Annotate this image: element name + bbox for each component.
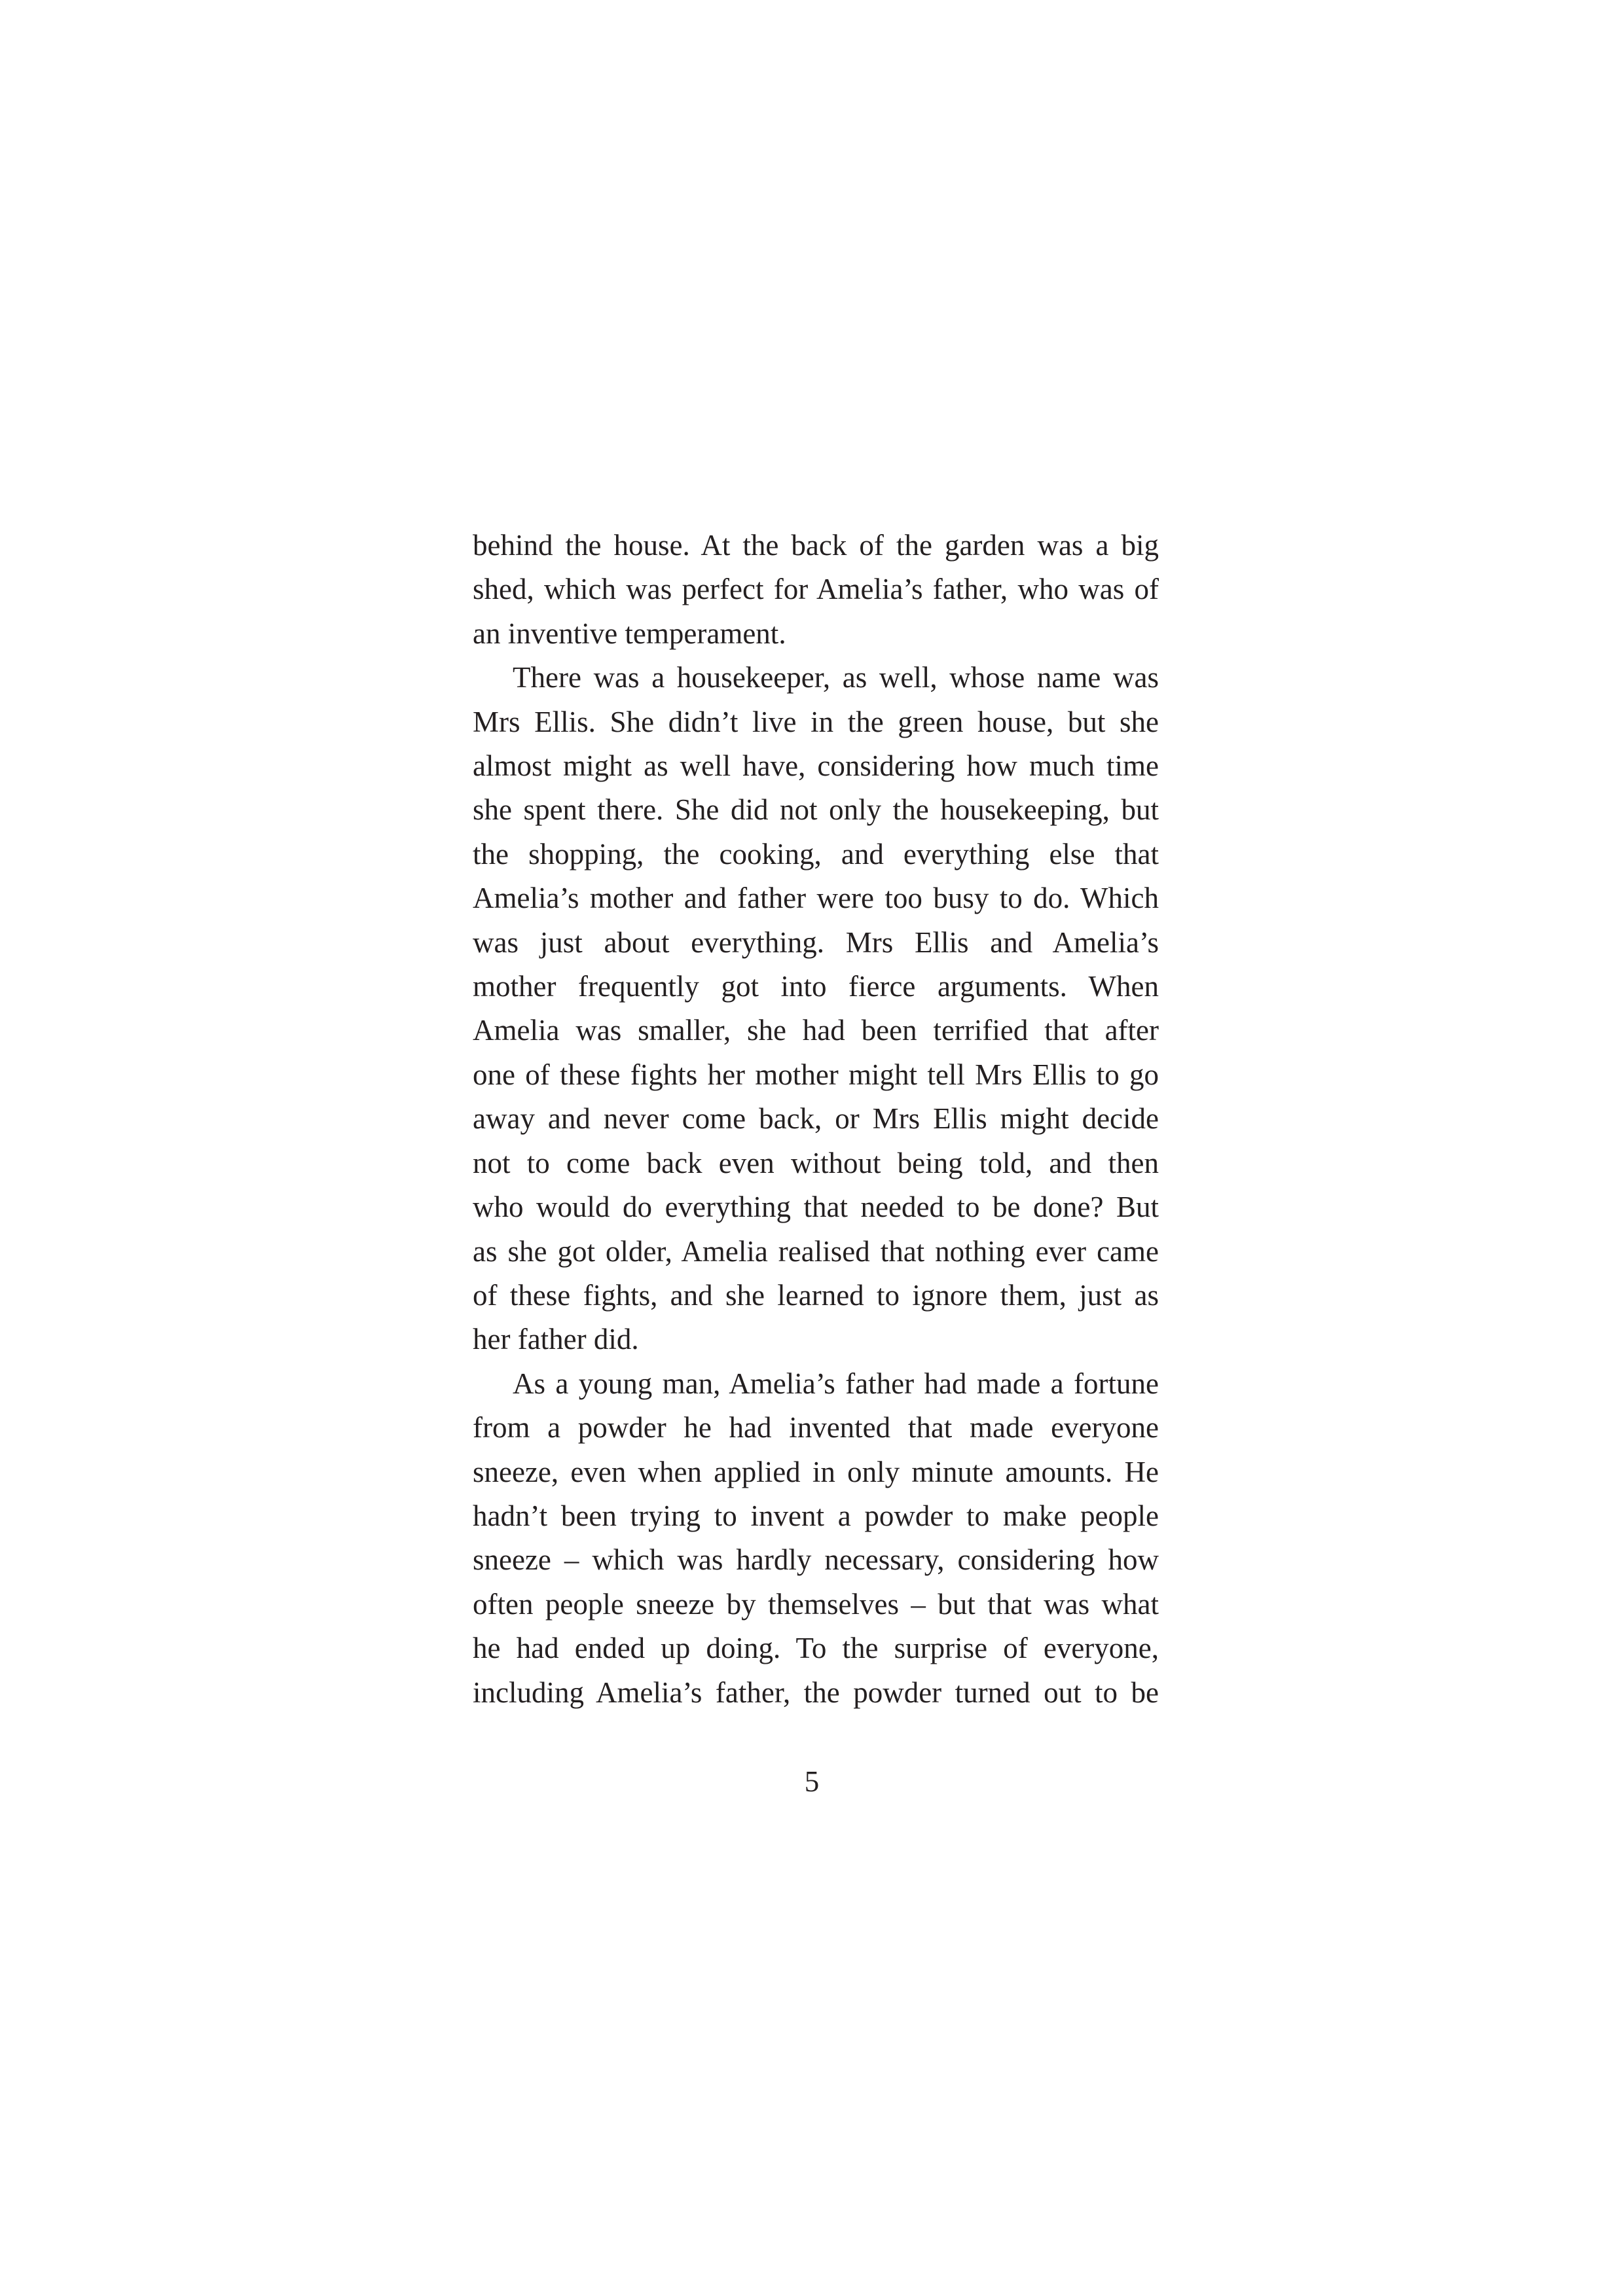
text-line: sneeze, even when applied in only minute amounts. He — [473, 1455, 1159, 1488]
paragraph-2 — [473, 656, 1159, 1362]
paragraph-1 — [473, 524, 1159, 656]
text-line: she spent there. She did not only the housekeeping, but — [473, 793, 1159, 827]
text-line: the shopping, the cooking, and everything else that — [473, 837, 1159, 870]
paragraph-3 — [473, 1362, 1159, 1715]
text-line: behind the house. At the back of the garden was a big — [473, 529, 1159, 562]
page-number: 5 — [804, 1765, 820, 1798]
text-line: he had ended up doing. To the surprise of everyone, — [473, 1632, 1159, 1665]
text-line: including Amelia’s father, the powder turned out to be — [473, 1676, 1159, 1709]
text-line: one of these fights her mother might tell Mrs Ellis to go — [473, 1058, 1159, 1091]
text-line: who would do everything that needed to be done? But — [473, 1191, 1159, 1224]
text-line: from a powder he had invented that made everyone — [473, 1411, 1159, 1444]
text-line: as she got older, Amelia realised that nothing ever came — [473, 1234, 1159, 1268]
text-line: As a young man, Amelia’s father had made a fortune — [513, 1367, 1159, 1400]
text-line: There was a housekeeper, as well, whose name was — [513, 661, 1159, 694]
body-text — [473, 524, 1159, 1715]
text-line: sneeze – which was hardly necessary, considering how — [473, 1543, 1159, 1577]
text-line: shed, which was perfect for Amelia’s father, who was of — [473, 573, 1159, 606]
text-line: Amelia’s mother and father were too busy to do. Which — [473, 882, 1159, 915]
text-line: hadn’t been trying to invent a powder to make people — [473, 1499, 1159, 1532]
text-line: an inventive temperament. — [473, 617, 786, 650]
text-line: Mrs Ellis. She didn’t live in the green house, but she — [473, 705, 1159, 738]
text-line: often people sneeze by themselves – but that was what — [473, 1587, 1159, 1621]
text-line: of these fights, and she learned to ignore them, just as — [473, 1278, 1159, 1312]
text-line: Amelia was smaller, she had been terrified that after — [473, 1014, 1159, 1047]
text-line: her father did. — [473, 1323, 639, 1356]
text-line: away and never come back, or Mrs Ellis might decide — [473, 1102, 1159, 1136]
text-line: was just about everything. Mrs Ellis and Amelia’s — [473, 925, 1159, 959]
text-line: mother frequently got into fierce arguments. When — [473, 970, 1159, 1003]
text-line: almost might as well have, considering how much time — [473, 749, 1159, 783]
text-line: not to come back even without being told, and then — [473, 1146, 1159, 1179]
